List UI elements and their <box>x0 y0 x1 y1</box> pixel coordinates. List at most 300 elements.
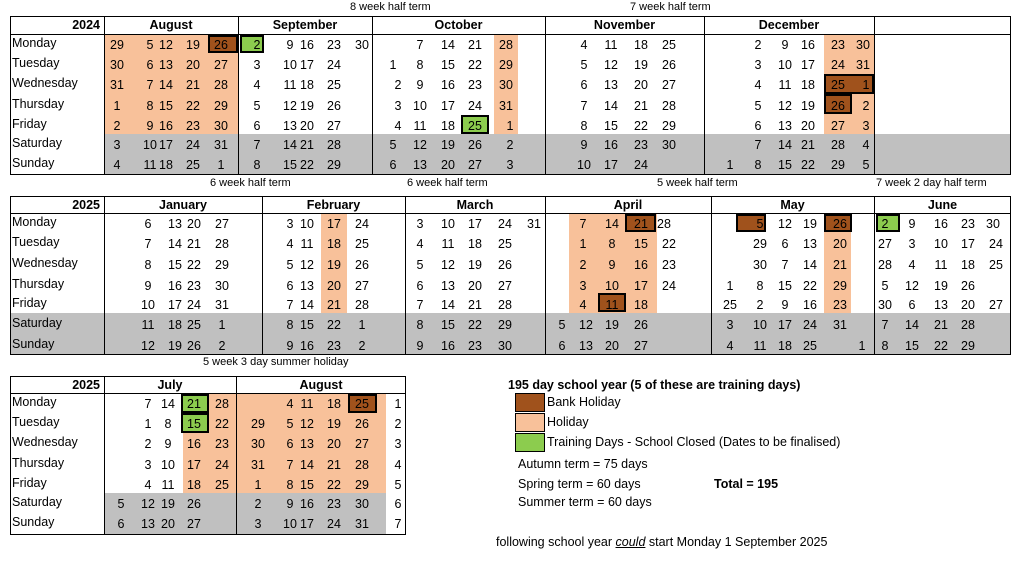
holiday-day: 31 <box>856 57 870 72</box>
holiday-day: 14 <box>159 77 173 92</box>
calendar-day: 7 <box>144 397 152 411</box>
calendar-day: 21 <box>801 138 815 152</box>
calendar-day: 4 <box>580 38 588 52</box>
weekday-label: Tuesday <box>12 234 60 249</box>
calendar-day: 26 <box>961 278 975 293</box>
calendar-day: 5 <box>862 158 870 172</box>
calendar-day: 6 <box>394 497 402 511</box>
holiday-day: 29 <box>833 278 847 293</box>
calendar-day: 13 <box>168 217 182 231</box>
calendar-day: 8 <box>580 118 588 133</box>
calendar-day: 8 <box>754 158 762 172</box>
calendar-day: 12 <box>413 138 427 152</box>
calendar-day: 24 <box>634 158 648 172</box>
calendar-day: 6 <box>580 77 588 92</box>
month-header: February <box>306 198 361 212</box>
calendar-day: 16 <box>187 436 201 451</box>
calendar-day: 30 <box>662 138 676 152</box>
total-text: Total = 195 <box>714 477 779 491</box>
calendar-day: 24 <box>989 236 1003 251</box>
calendar-day: 17 <box>778 317 792 332</box>
calendar-day: 23 <box>468 338 482 353</box>
calendar-day: 12 <box>905 278 919 293</box>
calendar-day: 6 <box>286 278 294 293</box>
calendar-day: 19 <box>468 257 482 272</box>
calendar-day: 12 <box>300 257 314 272</box>
bank-holiday-day: 1 <box>862 77 870 92</box>
calendar-day: 5 <box>580 57 588 72</box>
calendar-day: 13 <box>778 118 792 133</box>
calendar-day: 3 <box>394 436 402 451</box>
calendar-day: 21 <box>634 98 648 113</box>
calendar-day: 10 <box>300 217 314 231</box>
calendar-day: 13 <box>283 118 297 133</box>
calendar-day: 8 <box>416 317 424 332</box>
weekday-label: Saturday <box>12 495 63 509</box>
calendar-day: 23 <box>662 257 676 272</box>
calendar-day: 10 <box>161 457 175 472</box>
holiday-day: 4 <box>286 397 294 411</box>
holiday-day: 5 <box>286 416 294 431</box>
calendar-day: 14 <box>161 397 175 411</box>
calendar-day: 9 <box>416 338 424 353</box>
calendar-day: 20 <box>187 217 201 231</box>
summer-term-text: Summer term = 60 days <box>518 495 652 509</box>
calendar-day: 25 <box>989 257 1003 272</box>
calendar-day: 4 <box>726 338 734 353</box>
calendar-day: 23 <box>468 77 482 92</box>
calendar-day: 9 <box>286 38 294 52</box>
calendar-day: 10 <box>577 158 591 172</box>
calendar-day: 3 <box>254 517 262 531</box>
calendar-day: 2 <box>394 77 402 92</box>
calendar-day: 27 <box>215 217 229 231</box>
calendar-day: 27 <box>498 278 512 293</box>
calendar-day: 19 <box>634 57 648 72</box>
calendar-day: 31 <box>833 317 847 332</box>
autumn-term-text: Autumn term = 75 days <box>518 457 648 471</box>
calendar-day: 4 <box>253 77 261 92</box>
holiday-day: 8 <box>146 98 154 113</box>
calendar-day: 12 <box>604 57 618 72</box>
calendar-day: 7 <box>394 517 402 531</box>
calendar-day: 19 <box>441 138 455 152</box>
holiday-day: 13 <box>159 57 173 72</box>
calendar-day: 12 <box>141 497 155 511</box>
holiday-day: 11 <box>300 397 314 411</box>
calendar-day: 18 <box>168 317 182 332</box>
calendar-day: 16 <box>441 77 455 92</box>
calendar-day: 22 <box>468 57 482 72</box>
calendar-day: 11 <box>604 38 618 52</box>
calendar-day: 16 <box>168 278 182 293</box>
calendar-day: 1 <box>389 57 397 72</box>
weekday-label: Friday <box>12 475 47 490</box>
calendar-day: 29 <box>327 158 341 172</box>
calendar-day: 16 <box>300 497 314 511</box>
holiday-day: 10 <box>605 278 619 293</box>
year-label: 2025 <box>72 378 100 392</box>
training-day: 22 <box>215 416 229 431</box>
calendar-day: 23 <box>327 38 341 52</box>
calendar-day: 24 <box>468 98 482 113</box>
holiday-day: 29 <box>355 477 369 492</box>
calendar-day: 5 <box>394 477 402 492</box>
calendar-day: 2 <box>144 436 152 451</box>
calendar-day: 15 <box>441 317 455 332</box>
calendar-day: 14 <box>604 98 618 113</box>
holiday-day: 24 <box>215 457 229 472</box>
holiday-day: 7 <box>579 217 587 231</box>
calendar-day: 1 <box>218 317 226 332</box>
calendar-day: 25 <box>723 298 737 312</box>
holiday-day: 23 <box>831 38 845 52</box>
calendar-day: 9 <box>908 217 916 231</box>
calendar-day: 27 <box>662 77 676 92</box>
calendar-day: 8 <box>164 416 172 431</box>
calendar-day: 7 <box>416 38 424 52</box>
calendar-day: 13 <box>141 517 155 531</box>
calendar-day: 23 <box>327 338 341 353</box>
calendar-day: 18 <box>300 77 314 92</box>
holiday-day: 19 <box>327 416 341 431</box>
calendar-day: 19 <box>801 98 815 113</box>
holiday-day: 22 <box>186 98 200 113</box>
calendar-day: 15 <box>300 317 314 332</box>
calendar-day: 8 <box>416 57 424 72</box>
holiday-day: 18 <box>327 236 341 251</box>
calendar-day: 16 <box>604 138 618 152</box>
weekday-label: Sunday <box>12 336 55 351</box>
holiday-day: 30 <box>110 57 124 72</box>
bank-holiday-day: 5 <box>756 217 764 231</box>
holiday-day: 16 <box>159 118 173 133</box>
calendar-day: 6 <box>416 278 424 293</box>
calendar-day: 7 <box>754 138 762 152</box>
calendar-day: 3 <box>579 278 587 293</box>
calendar-day: 12 <box>441 257 455 272</box>
calendar-day: 17 <box>468 217 482 231</box>
calendar-day: 4 <box>144 477 152 492</box>
weekday-label: Wednesday <box>12 434 78 449</box>
month-header: April <box>613 198 643 212</box>
calendar-day: 22 <box>468 317 482 332</box>
training-day: 21 <box>187 397 201 411</box>
bank-holiday-day: 21 <box>634 217 648 231</box>
year-label: 2024 <box>72 18 100 32</box>
calendar-day: 20 <box>300 118 314 133</box>
calendar-day: 19 <box>300 98 314 113</box>
training-day-swatch <box>515 433 545 452</box>
calendar-day: 17 <box>961 236 975 251</box>
holiday-day: 28 <box>355 457 369 472</box>
month-header: July <box>157 378 183 392</box>
calendar-day: 6 <box>144 217 152 231</box>
calendar-day: 14 <box>168 236 182 251</box>
calendar-day: 5 <box>558 317 566 332</box>
calendar-day: 11 <box>441 236 455 251</box>
bank-holiday-day: 26 <box>833 217 847 231</box>
calendar-day: 3 <box>253 57 261 72</box>
calendar-day: 28 <box>215 236 229 251</box>
calendar-day: 2 <box>506 138 514 152</box>
calendar-day: 31 <box>215 298 229 312</box>
calendar-day: 4 <box>754 77 762 92</box>
holiday-day: 29 <box>251 416 265 431</box>
calendar-day: 25 <box>803 338 817 353</box>
calendar-day: 11 <box>778 77 792 92</box>
calendar-day: 24 <box>327 517 341 531</box>
calendar-day: 4 <box>286 236 294 251</box>
calendar-day: 7 <box>144 236 152 251</box>
calendar-day: 23 <box>634 138 648 152</box>
calendar-day: 10 <box>283 57 297 72</box>
calendar-day: 30 <box>355 38 369 52</box>
calendar-day: 17 <box>159 138 173 152</box>
holiday-day: 30 <box>856 38 870 52</box>
holiday-day: 14 <box>300 457 314 472</box>
holiday-day: 21 <box>327 457 341 472</box>
holiday-day: 6 <box>146 57 154 72</box>
weekday-label: Friday <box>12 116 47 131</box>
calendar-day: 3 <box>416 217 424 231</box>
holiday-day: 30 <box>499 77 513 92</box>
calendar-day: 3 <box>144 457 152 472</box>
calendar-day: 6 <box>754 118 762 133</box>
month-header: August <box>149 18 193 32</box>
calendar-day: 19 <box>168 338 182 353</box>
bank-holiday-day: 26 <box>214 38 228 52</box>
calendar-day: 3 <box>726 317 734 332</box>
calendar-day: 4 <box>908 257 916 272</box>
calendar-day: 24 <box>498 217 512 231</box>
calendar-day: 26 <box>187 497 201 511</box>
calendar-day: 22 <box>327 317 341 332</box>
calendar-day: 21 <box>468 38 482 52</box>
calendar-day: 10 <box>143 138 157 152</box>
weekday-label: Wednesday <box>12 255 78 270</box>
holiday-day: 6 <box>286 436 294 451</box>
holiday-day: 7 <box>146 77 154 92</box>
calendar-day: 18 <box>801 77 815 92</box>
calendar-day: 9 <box>580 138 588 152</box>
calendar-day: 22 <box>662 236 676 251</box>
holiday-swatch <box>515 413 545 432</box>
calendar-day: 15 <box>283 158 297 172</box>
month-header: October <box>434 18 483 32</box>
calendar-day: 24 <box>355 217 369 231</box>
calendar-day: 29 <box>498 317 512 332</box>
calendar-day: 25 <box>498 236 512 251</box>
holiday-day: 22 <box>327 477 341 492</box>
calendar-day: 1 <box>858 338 866 353</box>
calendar-day: 8 <box>253 158 261 172</box>
calendar-day: 2 <box>754 38 762 52</box>
holiday-day: 23 <box>215 436 229 451</box>
half-term-note: 5 week half term <box>657 177 738 189</box>
bank-holiday-day: 25 <box>355 397 369 411</box>
training-day: 2 <box>881 217 889 231</box>
holiday-day: 29 <box>110 38 124 52</box>
calendar-day: 16 <box>803 298 817 312</box>
holiday-day: 2 <box>113 118 121 133</box>
holiday-day: 7 <box>286 457 294 472</box>
calendar-day: 17 <box>300 57 314 72</box>
footer-note: following school year could start Monday 1 September 2025 <box>496 535 828 549</box>
holiday-label: Holiday <box>547 415 589 429</box>
holiday-day: 12 <box>300 416 314 431</box>
calendar-day: 30 <box>986 217 1000 231</box>
calendar-day: 2 <box>756 298 764 312</box>
holiday-day: 28 <box>214 77 228 92</box>
calendar-day: 24 <box>662 278 676 293</box>
calendar-day: 7 <box>781 257 789 272</box>
holiday-day: 18 <box>327 397 341 411</box>
bank-holiday-swatch <box>515 393 545 412</box>
calendar-day: 9 <box>781 38 789 52</box>
calendar-day: 5 <box>253 98 261 113</box>
calendar-day: 5 <box>286 257 294 272</box>
calendar-day: 10 <box>778 57 792 72</box>
calendar-day: 28 <box>831 138 845 152</box>
calendar-day: 5 <box>416 257 424 272</box>
calendar-day: 15 <box>441 57 455 72</box>
calendar-day: 18 <box>634 38 648 52</box>
calendar-day: 24 <box>186 138 200 152</box>
calendar-day: 29 <box>831 158 845 172</box>
month-header: August <box>299 378 343 392</box>
calendar-day: 1 <box>726 158 734 172</box>
bank-holiday-day: 26 <box>831 98 845 113</box>
month-header: June <box>927 198 958 212</box>
calendar-day: 16 <box>934 217 948 231</box>
calendar-day: 10 <box>283 517 297 531</box>
holiday-day: 23 <box>186 118 200 133</box>
calendar-day: 26 <box>634 317 648 332</box>
calendar-day: 12 <box>283 98 297 113</box>
calendar-day: 21 <box>468 298 482 312</box>
calendar-day: 11 <box>934 257 948 272</box>
training-day-label: Training Days - School Closed (Dates to be finalised) <box>547 435 841 449</box>
calendar-day: 2 <box>394 416 402 431</box>
calendar-day: 4 <box>394 118 402 133</box>
holiday-day: 3 <box>862 118 870 133</box>
bank-holiday-day: 18 <box>634 298 648 312</box>
calendar-day: 16 <box>441 338 455 353</box>
holiday-day: 8 <box>286 477 294 492</box>
calendar-day: 20 <box>634 77 648 92</box>
calendar-day: 10 <box>413 98 427 113</box>
holiday-day: 21 <box>327 298 341 312</box>
calendar-day: 18 <box>187 477 201 492</box>
calendar-day: 8 <box>144 257 152 272</box>
calendar-day: 20 <box>833 236 847 251</box>
calendar-day: 22 <box>187 257 201 272</box>
calendar-day: 1 <box>144 416 152 431</box>
calendar-day: 27 <box>327 118 341 133</box>
calendar-day: 9 <box>781 298 789 312</box>
month-header: May <box>780 198 805 212</box>
calendar-day: 11 <box>143 158 157 172</box>
weekday-label: Sunday <box>12 515 55 529</box>
calendar-day: 20 <box>801 118 815 133</box>
weekday-label: Thursday <box>12 455 65 470</box>
calendar-day: 30 <box>215 278 229 293</box>
calendar-day: 10 <box>441 217 455 231</box>
calendar-day: 7 <box>881 317 889 332</box>
calendar-day: 13 <box>803 236 817 251</box>
holiday-day: 17 <box>634 278 648 293</box>
calendar-day: 20 <box>605 338 619 353</box>
calendar-day: 27 <box>468 158 482 172</box>
holiday-day: 11 <box>605 298 619 312</box>
holiday-day: 9 <box>146 118 154 133</box>
calendar-day: 25 <box>662 38 676 52</box>
bank-holiday-day: 25 <box>831 77 845 92</box>
calendar-day: 26 <box>187 338 201 353</box>
calendar-day: 29 <box>961 338 975 353</box>
calendar-day: 7 <box>416 298 424 312</box>
calendar-day: 14 <box>300 298 314 312</box>
calendar-day: 18 <box>778 338 792 353</box>
calendar-day: 26 <box>468 138 482 152</box>
calendar-day: 6 <box>558 338 566 353</box>
calendar-day: 28 <box>498 298 512 312</box>
calendar-day: 19 <box>161 497 175 511</box>
training-day: 2 <box>253 38 261 52</box>
holiday-day: 25 <box>215 477 229 492</box>
calendar-day: 30 <box>355 497 369 511</box>
holiday-day: 14 <box>605 217 619 231</box>
calendar-day: 29 <box>753 236 767 251</box>
summer-holiday-note: 5 week 3 day summer holiday <box>203 356 349 368</box>
calendar-day: 5 <box>117 497 125 511</box>
calendar-day: 27 <box>355 278 369 293</box>
calendar-day: 7 <box>253 138 261 152</box>
calendar-day: 21 <box>300 138 314 152</box>
holiday-day: 9 <box>608 257 616 272</box>
calendar-day: 27 <box>634 338 648 353</box>
calendar-day: 31 <box>214 138 228 152</box>
calendar-day: 7 <box>580 98 588 113</box>
calendar-day: 28 <box>355 298 369 312</box>
calendar-day: 4 <box>579 298 587 312</box>
half-term-note: 7 week 2 day half term <box>876 177 987 189</box>
weekday-label: Tuesday <box>12 55 60 70</box>
holiday-day: 13 <box>300 436 314 451</box>
calendar-day: 22 <box>634 118 648 133</box>
calendar-day: 24 <box>803 317 817 332</box>
calendar-day: 24 <box>327 57 341 72</box>
calendar-day: 20 <box>468 278 482 293</box>
holiday-day: 27 <box>214 57 228 72</box>
holiday-day: 20 <box>186 57 200 72</box>
calendar-day: 25 <box>186 158 200 172</box>
calendar-day: 5 <box>389 138 397 152</box>
calendar-day: 17 <box>187 457 201 472</box>
calendar-day: 8 <box>286 317 294 332</box>
calendar-day: 6 <box>117 517 125 531</box>
calendar-day: 10 <box>141 298 155 312</box>
calendar-day: 28 <box>657 217 671 231</box>
calendar-day: 18 <box>159 158 173 172</box>
calendar-day: 17 <box>604 158 618 172</box>
calendar-day: 15 <box>905 338 919 353</box>
calendar-day: 4 <box>394 457 402 472</box>
calendar-day: 17 <box>168 298 182 312</box>
calendar-day: 1 <box>579 236 587 251</box>
calendar-day: 12 <box>778 217 792 231</box>
